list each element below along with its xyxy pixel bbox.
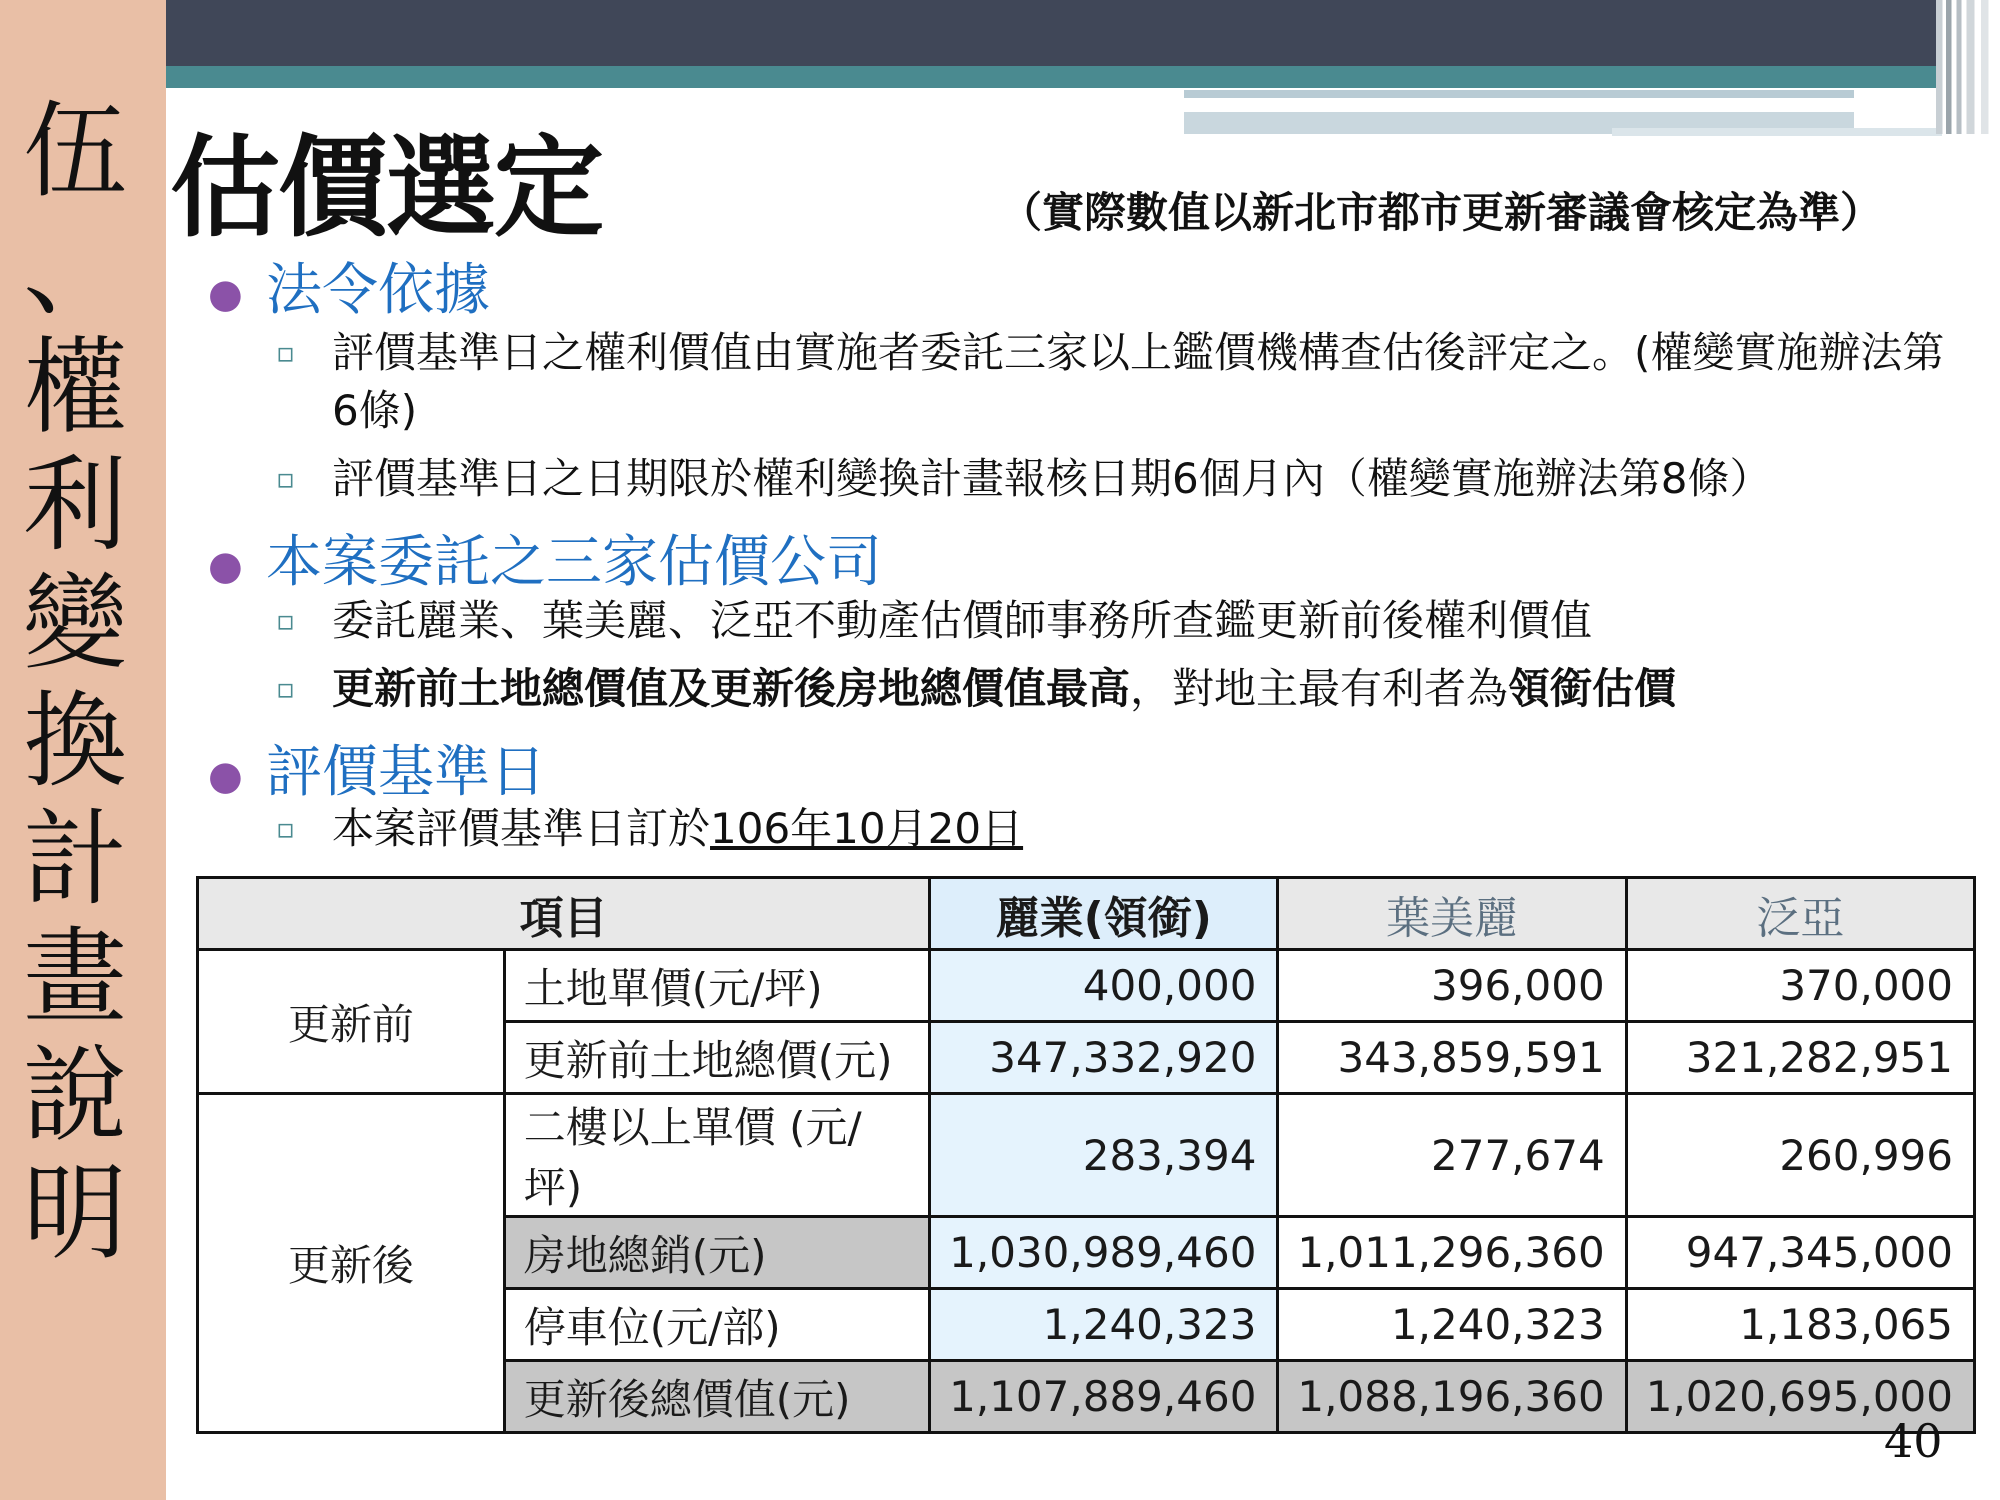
bullet-heading-text: 法令依據 (266, 258, 490, 323)
valuation-table (196, 876, 1976, 1434)
page-number: 40 (1884, 1414, 1943, 1468)
row-label: 停車位(元/部) (504, 1289, 929, 1361)
section-title-char: 權 (22, 326, 127, 448)
row-label: 土地單價(元/坪) (504, 950, 929, 1022)
cell-value: 260,996 (1626, 1094, 1974, 1217)
list-item-text: 委託麗業、葉美麗、泛亞不動產估價師事務所查鑑更新前後權利價值 (332, 596, 1593, 645)
cell-value: 347,332,920 (930, 1022, 1278, 1094)
cell-value: 947,345,000 (1626, 1217, 1974, 1289)
list-item-text: 評價基準日之日期限於權利變換計畫報核日期6個月內（權變實施辦法第8條） (332, 454, 1772, 503)
cell-value: 1,240,323 (1278, 1289, 1626, 1361)
square-bullet-icon: ▫ (276, 336, 295, 369)
section-title-char: 變 (22, 562, 127, 684)
note-text: （實際數值以新北市都市更新審議會核定為準） (1000, 188, 1883, 237)
list-item (270, 592, 1960, 650)
group-after-renewal: 更新後 (198, 1094, 505, 1433)
section-title-char: 畫 (22, 916, 127, 1038)
section-title-vertical (0, 92, 150, 1272)
bullet-dot-icon: ● (208, 752, 243, 799)
header-liye: 麗業(領銜) (930, 878, 1278, 950)
section-title-char: 明 (22, 1152, 127, 1274)
square-bullet-icon: ▫ (276, 672, 295, 705)
list-item (270, 800, 1960, 858)
plain-text: 本案評價基準日訂於 (332, 804, 711, 853)
cell-value: 1,088,196,360 (1278, 1361, 1626, 1433)
table-row (198, 1094, 1975, 1217)
cell-value: 1,020,695,000 (1626, 1361, 1974, 1433)
list-item-text: 評價基準日之權利價值由實施者委託三家以上鑑價機構查估後評定之。(權變實施辦法第6條) (332, 328, 1945, 435)
section-title-char: 換 (22, 680, 127, 802)
row-label: 更新前土地總價(元) (504, 1022, 929, 1094)
bullet-dot-icon: ● (208, 542, 243, 589)
cell-value: 283,394 (930, 1094, 1278, 1217)
table-row (198, 950, 1975, 1022)
list-item-text (270, 800, 1960, 858)
list-item (270, 450, 1960, 508)
header-item: 項目 (198, 878, 930, 950)
table-header-row (198, 878, 1975, 950)
emphasis-text: 更新前土地總價值及更新後房地總價值最高 (332, 664, 1131, 713)
decorative-stripe (1612, 128, 1942, 136)
plain-text: ，對地主最有利者為 (1130, 664, 1509, 713)
section-title-char: 伍 (22, 90, 127, 212)
sidebar (0, 0, 166, 1500)
cell-value: 343,859,591 (1278, 1022, 1626, 1094)
cell-value: 277,674 (1278, 1094, 1626, 1217)
cell-value: 1,107,889,460 (930, 1361, 1278, 1433)
decorative-stripe (1184, 90, 1854, 98)
section-title-char: 計 (22, 798, 127, 920)
header-bar (166, 0, 1936, 66)
decorative-stripes-right (1936, 0, 2000, 134)
header-fanya: 泛亞 (1626, 878, 1974, 950)
page-title: 估價選定 (170, 123, 602, 252)
cell-value: 370,000 (1626, 950, 1974, 1022)
list-item (270, 324, 1960, 440)
section-title-char: 利 (22, 444, 127, 566)
emphasis-text: 領銜估價 (1508, 664, 1677, 713)
cell-value: 321,282,951 (1626, 1022, 1974, 1094)
cell-value: 1,030,989,460 (930, 1217, 1278, 1289)
square-bullet-icon: ▫ (276, 462, 295, 495)
cell-value: 1,183,065 (1626, 1289, 1974, 1361)
list-item (270, 660, 1960, 718)
valuation-date: 106年10月20日 (710, 804, 1024, 853)
cell-value: 1,240,323 (930, 1289, 1278, 1361)
section-title-char: 、 (22, 208, 127, 330)
square-bullet-icon: ▫ (276, 604, 295, 637)
section-title-char: 說 (22, 1034, 127, 1156)
cell-value: 396,000 (1278, 950, 1626, 1022)
bullet-heading-valuation-date (208, 728, 546, 808)
row-label: 二樓以上單價 (元/坪) (504, 1094, 929, 1217)
header-accent-bar (166, 66, 1936, 88)
bullet-dot-icon: ● (208, 270, 243, 317)
row-label: 房地總銷(元) (504, 1217, 929, 1289)
bullet-heading-legal-basis (208, 246, 490, 326)
group-before-renewal: 更新前 (198, 950, 505, 1094)
bullet-heading-text: 評價基準日 (266, 740, 546, 805)
header-yemeili: 葉美麗 (1278, 878, 1626, 950)
cell-value: 1,011,296,360 (1278, 1217, 1626, 1289)
cell-value: 400,000 (930, 950, 1278, 1022)
list-item-text (270, 660, 1960, 718)
bullet-heading-appraisers (208, 518, 882, 598)
bullet-heading-text: 本案委託之三家估價公司 (266, 530, 882, 595)
square-bullet-icon: ▫ (276, 812, 295, 845)
row-label: 更新後總價值(元) (504, 1361, 929, 1433)
